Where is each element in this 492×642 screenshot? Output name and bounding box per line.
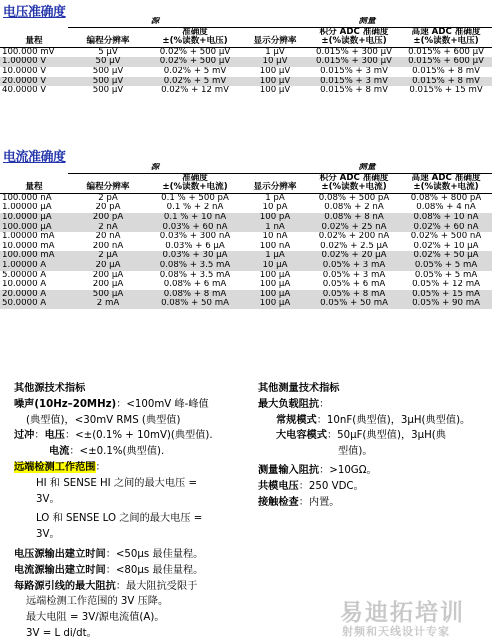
- voltage-table-row: [0, 86, 492, 96]
- current-cell-0: 50.0000 A: [0, 299, 68, 309]
- big-cap-mode-label: 大电容模式: [276, 430, 327, 442]
- big-cap-mode-value-2: 型值)。: [338, 446, 373, 458]
- voltage-cell-1: 50 μV: [68, 57, 148, 67]
- remote-hi-1: HI 和 SENSE HI 之间的最大电压 =: [36, 477, 197, 489]
- current-cell-0: 1.00000 A: [0, 261, 68, 271]
- voltage-source-group: 源: [68, 17, 242, 27]
- normal-mode-value: ：10nF(典型值)，3μH(典型值)。: [316, 414, 471, 426]
- current-cell-4: 0.05% + 8 mA: [308, 290, 400, 300]
- current-cell-5: 0.05% + 90 mA: [400, 299, 492, 309]
- voltage-header-row: [0, 27, 492, 47]
- overshoot-voltage-value: ：<±(0.1% + 10mV)(典型值).: [64, 430, 213, 442]
- current-cell-3: 1 pA: [265, 193, 285, 203]
- lead-impedance-2: 远端检测工作范围的 3V 压降。: [26, 596, 169, 608]
- input-impedance-label: 测量输入阻抗: [258, 464, 320, 476]
- current-cell-1: 20 μA: [68, 261, 148, 271]
- voltage-cell-4: 0.015% + 3 mV: [320, 66, 388, 76]
- input-impedance-value: ：>10GΩ。: [319, 464, 377, 476]
- voltage-cell-4: 0.015% + 300 μV: [308, 57, 400, 67]
- contact-check-label: 接触检查: [258, 496, 299, 508]
- current-cell-1: 200 μA: [92, 270, 124, 280]
- voltage-col-header-0: 量程: [25, 36, 43, 47]
- voltage-cell-0: 1.00000 V: [0, 57, 68, 67]
- common-mode-value: ：250 VDC。: [298, 480, 364, 492]
- current-col-header-0: 量程: [25, 182, 43, 193]
- current-col-header-1: 编程分辨率: [86, 182, 130, 193]
- voltage-cell-1: 500 μV: [92, 86, 124, 96]
- current-cell-2: 0.03% + 6 μA: [165, 241, 225, 251]
- current-cell-3: 100 μA: [259, 280, 291, 290]
- voltage-table-row: [0, 57, 492, 67]
- isettle-label: 电流源输出建立时间: [14, 564, 106, 576]
- current-cell-3: 100 nA: [259, 241, 291, 251]
- current-cell-0: 1.00000 mA: [2, 232, 55, 242]
- watermark-subtitle: 射频和天线设计专家: [342, 625, 450, 638]
- vsettle-label: 电压源输出建立时间: [14, 548, 106, 560]
- voltage-cell-0: 10.0000 V: [2, 66, 47, 76]
- current-cell-0: 10.0000 μA: [0, 213, 68, 223]
- current-cell-4: 0.05% + 50 mA: [308, 299, 400, 309]
- current-cell-1: 2 pA: [98, 193, 118, 203]
- current-cell-0: 1.00000 μA: [2, 203, 52, 213]
- current-cell-5: 0.08% + 4 nA: [416, 203, 476, 213]
- current-measure-group: 测量: [242, 163, 492, 173]
- voltage-cell-5: 0.015% + 600 μV: [400, 57, 492, 67]
- current-cell-4: 0.05% + 3 mA: [322, 270, 386, 280]
- current-cell-5: 0.02% + 60 nA: [400, 223, 492, 233]
- current-cell-2: 0.08% + 50 mA: [148, 299, 242, 309]
- current-table-row: [0, 280, 492, 290]
- current-cell-2: 0.08% + 6 mA: [163, 280, 227, 290]
- current-cell-5: 0.02% + 10 μA: [413, 241, 479, 251]
- current-table-row: [0, 232, 492, 242]
- current-table-row: [0, 290, 492, 300]
- current-table-row: [0, 213, 492, 223]
- current-table-row: [0, 251, 492, 261]
- contact-check-value: ：内置。: [298, 496, 340, 508]
- noise-value-2: (典型值)，<30mV RMS (典型值): [26, 414, 181, 426]
- current-cell-5: 0.08% + 800 pA: [410, 193, 482, 203]
- isettle-value: ：<80μs 最佳量程。: [105, 564, 204, 576]
- voltage-cell-2: 0.02% + 500 μV: [159, 47, 231, 57]
- current-cell-3: 10 μA: [242, 261, 308, 271]
- current-cell-1: 500 μA: [68, 290, 148, 300]
- remote-sense-colon: ：: [95, 461, 106, 473]
- current-col-header-3: 显示分辨率: [253, 182, 297, 193]
- voltage-cell-3: 10 μV: [242, 57, 308, 67]
- current-cell-0: 10.0000 mA: [2, 241, 55, 251]
- current-section-title: 电流准确度: [3, 150, 66, 165]
- other-source-heading: 其他源技术指标: [14, 383, 86, 394]
- other-source-specs: 其他源技术指标 噪声(10Hz–20MHz)：<100mV 峰-峰值 (典型值)，<30mV RMS (典型值) 过冲：电压：<±(0.1% + 10mV)(典型值). 电流：<±0.1%(典型值). 远端检测工作范围： HI 和 SENSE HI 之间的最大电压 = 3V。 LO 和 SENSE LO 之间的最大电压 = 3V。 电压源输出建立时间：<50μs 最佳量程。 电流源输出建立时间：<80μs 最佳量程。 每路源引线的最大阻抗：最大阻抗受限于 远端检测工作范围的 3V 压降。 最大电阻 = 3V/源电流值(A)。 3V = L di/dt。: [14, 381, 250, 642]
- voltage-cell-2: 0.02% + 5 mV: [148, 77, 242, 87]
- voltage-cell-4: 0.015% + 8 mV: [320, 86, 388, 96]
- lead-impedance-value: ：最大阻抗受限于: [115, 580, 198, 592]
- current-cell-5: 0.02% + 500 nA: [410, 232, 482, 242]
- current-cell-1: 2 nA: [68, 223, 148, 233]
- current-cell-2: 0.08% + 3.5 mA: [148, 261, 242, 271]
- voltage-cell-3: 100 μV: [259, 66, 291, 76]
- current-cell-3: 1 nA: [242, 223, 308, 233]
- remote-lo-2: 3V。: [36, 529, 60, 541]
- current-cell-5: 0.05% + 5 mA: [400, 261, 492, 271]
- voltage-table-row: [0, 77, 492, 87]
- other-measure-specs: [258, 381, 490, 510]
- voltage-cell-5: 0.015% + 600 μV: [408, 47, 484, 57]
- current-cell-3: 100 μA: [259, 270, 291, 280]
- big-cap-mode-value: ：50μF(典型值)，3μH(典: [326, 430, 446, 442]
- current-cell-1: 20 pA: [95, 203, 121, 213]
- current-col-header-2: 准确度 ±(%读数+电流): [162, 173, 228, 193]
- remote-lo-1: LO 和 SENSE LO 之间的最大电压 =: [36, 513, 203, 525]
- voltage-cell-5: 0.015% + 8 mV: [400, 77, 492, 87]
- current-cell-2: 0.03% + 60 nA: [148, 223, 242, 233]
- voltage-cell-1: 500 μV: [68, 77, 148, 87]
- voltage-col-header-5: 高速 ADC 准确度 ±(%读数+电压): [411, 27, 481, 47]
- current-cell-4: 0.08% + 8 nA: [308, 213, 400, 223]
- lead-impedance-label: 每路源引线的最大阻抗: [14, 580, 116, 592]
- current-source-group: 源: [68, 163, 242, 173]
- current-cell-5: 0.08% + 10 nA: [400, 213, 492, 223]
- current-cell-1: 20 nA: [95, 232, 121, 242]
- current-cell-2: 0.03% + 30 μA: [148, 251, 242, 261]
- voltage-cell-0: 20.0000 V: [0, 77, 68, 87]
- current-cell-5: 0.05% + 12 mA: [412, 280, 480, 290]
- voltage-col-header-3: 显示分辨率: [253, 36, 297, 47]
- voltage-cell-5: 0.015% + 8 mV: [412, 66, 480, 76]
- current-accuracy-table: [0, 163, 492, 309]
- current-cell-3: 100 μA: [242, 299, 308, 309]
- remote-sense-label: 远端检测工作范围: [14, 461, 96, 473]
- current-cell-4: 0.08% + 500 pA: [318, 193, 390, 203]
- current-cell-4: 0.02% + 25 nA: [308, 223, 400, 233]
- normal-mode-label: 常规模式: [276, 414, 317, 426]
- current-cell-0: 10.0000 A: [2, 280, 47, 290]
- voltage-cell-0: 40.0000 V: [2, 86, 47, 96]
- other-measure-heading: 其他测量技术指标: [258, 383, 340, 394]
- voltage-cell-1: 5 μV: [98, 47, 118, 57]
- voltage-cell-3: 100 μV: [242, 77, 308, 87]
- voltage-table-row: [0, 47, 492, 57]
- overshoot-voltage-label: 电压: [44, 430, 65, 442]
- voltage-accuracy-table: [0, 17, 492, 96]
- current-cell-3: 100 pA: [242, 213, 308, 223]
- current-cell-3: 10 pA: [262, 203, 288, 213]
- noise-value: ：<100mV 峰-峰值: [116, 398, 209, 410]
- remote-hi-2: 3V。: [36, 493, 60, 505]
- current-cell-3: 10 nA: [262, 232, 288, 242]
- current-table-row: [0, 271, 492, 281]
- watermark-logo: [328, 594, 488, 639]
- voltage-table-row: [0, 67, 492, 77]
- current-table-row: [0, 261, 492, 271]
- current-cell-5: 0.05% + 5 mA: [414, 270, 478, 280]
- current-cell-5: 0.05% + 15 mA: [400, 290, 492, 300]
- voltage-col-header-1: 编程分辨率: [86, 36, 130, 47]
- current-cell-1: 200 μA: [92, 280, 124, 290]
- current-cell-4: 0.05% + 3 mA: [308, 261, 400, 271]
- current-cell-0: 100.000 nA: [2, 193, 52, 203]
- common-mode-label: 共模电压: [258, 480, 299, 492]
- watermark-title: 易迪拓培训: [340, 600, 465, 626]
- current-cell-1: 200 pA: [68, 213, 148, 223]
- overshoot-label: 过冲: [14, 430, 35, 442]
- current-cell-2: 0.1 % + 500 pA: [161, 193, 229, 203]
- current-cell-4: 0.08% + 2 nA: [324, 203, 384, 213]
- current-cell-2: 0.1 % + 2 nA: [166, 203, 224, 213]
- current-cell-4: 0.02% + 20 μA: [308, 251, 400, 261]
- current-cell-0: 100.000 μA: [0, 223, 68, 233]
- overshoot-current-value: ：<±0.1%(典型值).: [69, 446, 165, 458]
- current-cell-2: 0.1 % + 10 nA: [148, 213, 242, 223]
- voltage-cell-2: 0.02% + 500 μV: [148, 57, 242, 67]
- current-cell-0: 20.0000 A: [0, 290, 68, 300]
- current-col-header-5: 高速 ADC 准确度 ±(%读数+电流): [411, 173, 481, 193]
- voltage-cell-4: 0.015% + 300 μV: [316, 47, 392, 57]
- current-cell-0: 100.000 mA: [0, 251, 68, 261]
- current-cell-1: 2 μA: [68, 251, 148, 261]
- current-cell-3: 1 μA: [242, 251, 308, 261]
- voltage-col-header-2: 准确度 ±(%读数+电压): [162, 27, 228, 47]
- voltage-cell-5: 0.015% + 15 mV: [409, 86, 483, 96]
- current-table-row: [0, 242, 492, 252]
- lead-impedance-4: 3V = L di/dt。: [26, 627, 97, 639]
- current-cell-2: 0.03% + 300 nA: [159, 232, 231, 242]
- max-load-label: 最大负载阻抗: [258, 398, 320, 410]
- current-cell-2: 0.08% + 8 mA: [148, 290, 242, 300]
- voltage-cell-3: 100 μV: [259, 86, 291, 96]
- current-cell-4: 0.02% + 200 nA: [318, 232, 390, 242]
- max-load-colon: ：: [319, 398, 330, 410]
- voltage-cell-4: 0.015% + 3 mV: [308, 77, 400, 87]
- current-table-row: [0, 223, 492, 233]
- current-cell-4: 0.05% + 6 mA: [322, 280, 386, 290]
- current-table-row: [0, 299, 492, 309]
- current-cell-0: 5.00000 A: [2, 270, 47, 280]
- noise-label: 噪声(10Hz–20MHz): [14, 398, 117, 410]
- lead-impedance-3: 最大电阻 = 3V/源电流值(A)。: [26, 612, 165, 624]
- current-col-header-4: 积分 ADC 准确度 ±(%读数+电流): [319, 173, 389, 193]
- current-cell-3: 100 μA: [242, 290, 308, 300]
- current-cell-2: 0.08% + 3.5 mA: [159, 270, 231, 280]
- current-cell-1: 200 nA: [92, 241, 124, 251]
- voltage-measure-group: 测量: [242, 17, 492, 27]
- current-cell-4: 0.02% + 2.5 μA: [320, 241, 388, 251]
- voltage-cell-0: 100.000 mV: [2, 47, 55, 57]
- voltage-cell-2: 0.02% + 5 mV: [163, 66, 227, 76]
- current-cell-1: 2 mA: [68, 299, 148, 309]
- current-cell-5: 0.02% + 50 μA: [400, 251, 492, 261]
- vsettle-value: ：<50μs 最佳量程。: [105, 548, 204, 560]
- current-table-row: [0, 203, 492, 213]
- voltage-cell-2: 0.02% + 12 mV: [161, 86, 229, 96]
- current-table-row: [0, 193, 492, 203]
- voltage-section-title: 电压准确度: [3, 5, 66, 20]
- voltage-col-header-4: 积分 ADC 准确度 ±(%读数+电压): [319, 27, 389, 47]
- voltage-cell-3: 1 μV: [265, 47, 285, 57]
- voltage-cell-1: 500 μV: [92, 66, 124, 76]
- current-header-row: [0, 173, 492, 193]
- overshoot-current-label: 电流: [49, 446, 70, 458]
